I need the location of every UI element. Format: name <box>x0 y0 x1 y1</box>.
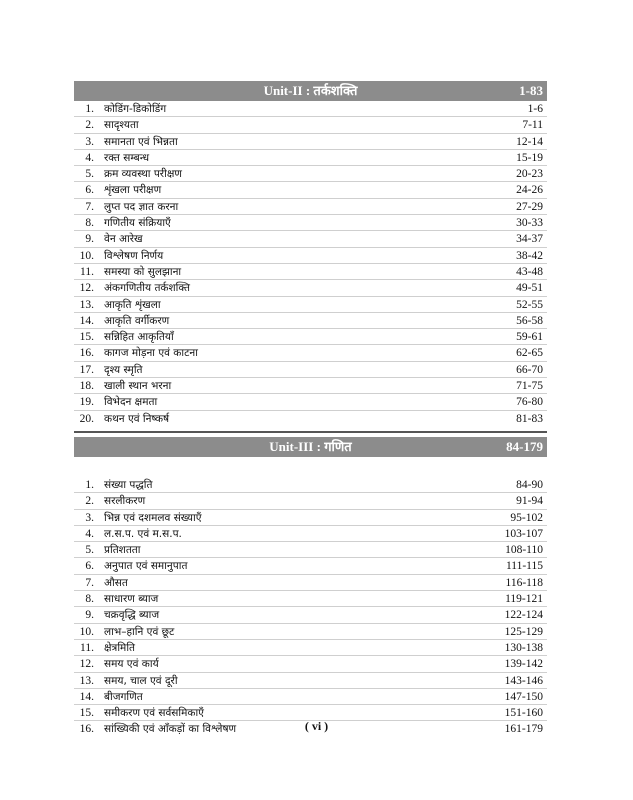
entry-number: 10. <box>79 249 94 262</box>
entry-number: 5. <box>85 544 94 557</box>
entry-number: 13. <box>79 674 94 687</box>
toc-entry <box>74 182 547 198</box>
entry-number: 11. <box>80 641 94 654</box>
entry-pages: 108-110 <box>505 544 543 557</box>
entry-pages: 151-160 <box>504 707 543 720</box>
entry-title: आकृति शृंखला <box>104 298 161 311</box>
toc-entry <box>74 656 547 672</box>
entry-pages: 7-11 <box>522 119 543 132</box>
entry-number: 19. <box>79 396 94 409</box>
entry-number: 6. <box>85 184 94 197</box>
entry-title: समानता एवं भिन्नता <box>104 135 178 148</box>
entry-pages: 130-138 <box>504 641 543 654</box>
toc-entry <box>74 215 547 231</box>
entry-number: 2. <box>85 495 94 508</box>
toc-entry <box>74 362 547 378</box>
toc-entry <box>74 280 547 296</box>
entry-pages: 15-19 <box>516 151 543 164</box>
entry-number: 9. <box>85 609 94 622</box>
entry-pages: 1-6 <box>527 103 543 115</box>
entry-pages: 147-150 <box>504 690 543 703</box>
entry-title: चक्रवृद्धि ब्याज <box>104 609 160 622</box>
entry-title: प्रतिशतता <box>104 544 141 557</box>
entry-number: 9. <box>85 233 94 246</box>
toc-entry <box>74 624 547 640</box>
entry-pages: 43-48 <box>516 265 543 278</box>
toc-entry <box>74 345 547 361</box>
entry-number: 14. <box>79 314 94 327</box>
unit-page-range: 1-83 <box>519 83 543 98</box>
toc-entry <box>74 673 547 689</box>
entry-title: सादृश्यता <box>104 119 139 132</box>
toc-entry <box>74 150 547 166</box>
toc-entry <box>74 166 547 182</box>
toc-entry <box>74 542 547 558</box>
toc-entry <box>74 231 547 247</box>
entry-number: 5. <box>85 168 94 181</box>
entry-title: लाभ–हानि एवं छूट <box>104 625 175 638</box>
toc-entry <box>74 640 547 656</box>
toc-entry <box>74 526 547 542</box>
entry-pages: 52-55 <box>516 298 543 311</box>
entry-title: समीकरण एवं सर्वसमिकाएँ <box>104 707 204 720</box>
entry-number: 13. <box>79 298 94 311</box>
entry-title: औसत <box>104 576 128 589</box>
unit-header <box>74 437 547 457</box>
entry-pages: 38-42 <box>516 249 543 262</box>
toc-entry <box>74 117 547 133</box>
entry-title: समस्या को सुलझाना <box>104 265 182 278</box>
entry-title: शृंखला परीक्षण <box>104 184 162 197</box>
unit-title: Unit-II : तर्कशक्ति <box>263 83 358 98</box>
toc-entry <box>74 510 547 526</box>
entry-title: क्षेत्रमिति <box>104 641 136 654</box>
entry-pages: 111-115 <box>505 560 543 573</box>
entry-pages: 59-61 <box>516 331 543 344</box>
unit-ii-section <box>74 81 547 427</box>
entry-pages: 27-29 <box>516 200 543 213</box>
entry-pages: 125-129 <box>504 625 543 638</box>
entry-number: 11. <box>80 265 94 278</box>
unit-header <box>74 81 547 101</box>
entry-pages: 34-37 <box>516 233 543 246</box>
entry-pages: 30-33 <box>516 217 543 230</box>
entry-title: विश्लेषण निर्णय <box>104 249 164 262</box>
entry-title: संख्या पद्धति <box>104 479 153 491</box>
entry-number: 2. <box>85 119 94 132</box>
toc-entry <box>74 477 547 493</box>
entry-pages: 12-14 <box>516 135 543 148</box>
entry-number: 4. <box>85 527 94 540</box>
section-divider <box>74 431 547 433</box>
entry-title: विभेदन क्षमता <box>104 396 158 409</box>
entry-title: कथन एवं निष्कर्ष <box>104 412 170 425</box>
entry-pages: 119-121 <box>505 593 543 606</box>
entry-title: वेन आरेख <box>104 233 143 246</box>
entry-title: खाली स्थान भरना <box>104 380 172 393</box>
toc-entry <box>74 248 547 264</box>
entry-list <box>74 101 547 427</box>
entry-title: दृश्य स्मृति <box>104 363 143 376</box>
entry-title: कोडिंग-डिकोडिंग <box>104 103 167 115</box>
entry-pages: 49-51 <box>516 282 543 295</box>
entry-pages: 91-94 <box>516 495 543 508</box>
toc-entry <box>74 394 547 410</box>
entry-number: 16. <box>79 723 94 736</box>
entry-pages: 95-102 <box>510 511 543 524</box>
entry-number: 8. <box>85 593 94 606</box>
entry-number: 15. <box>79 707 94 720</box>
toc-entry <box>74 101 547 117</box>
entry-pages: 143-146 <box>504 674 543 687</box>
entry-title: बीजगणित <box>104 690 143 703</box>
entry-pages: 56-58 <box>516 314 543 327</box>
entry-number: 1. <box>85 103 94 115</box>
page-number: ( vi ) <box>304 719 329 733</box>
toc-entry <box>74 199 547 215</box>
entry-title: समय एवं कार्य <box>104 658 159 671</box>
entry-pages: 84-90 <box>516 479 543 491</box>
toc-entry <box>74 607 547 623</box>
entry-number: 3. <box>85 511 94 524</box>
toc-entry <box>74 134 547 150</box>
entry-pages: 103-107 <box>504 527 543 540</box>
entry-number: 20. <box>79 412 94 425</box>
entry-title: कागज मोड़ना एवं काटना <box>104 347 198 360</box>
entry-title: क्रम व्यवस्था परीक्षण <box>104 168 182 181</box>
entry-pages: 71-75 <box>516 380 543 393</box>
entry-pages: 81-83 <box>516 412 543 425</box>
entry-title: सांख्यिकी एवं आँकड़ों का विश्लेषण <box>104 723 237 736</box>
entry-title: साधारण ब्याज <box>104 593 159 606</box>
toc-entry <box>74 689 547 705</box>
entry-pages: 76-80 <box>516 396 543 409</box>
entry-title: भिन्न एवं दशमलव संख्याएँ <box>104 511 202 524</box>
entry-title: अनुपात एवं समानुपात <box>104 560 188 573</box>
entry-number: 1. <box>85 479 94 491</box>
entry-pages: 139-142 <box>504 658 543 671</box>
toc-entry <box>74 378 547 394</box>
unit-page-range: 84-179 <box>506 439 543 454</box>
entry-pages: 24-26 <box>516 184 543 197</box>
toc-entry <box>74 575 547 591</box>
entry-title: आकृति वर्गीकरण <box>104 314 170 327</box>
entry-number: 3. <box>85 135 94 148</box>
entry-pages: 20-23 <box>516 168 543 181</box>
toc-entry <box>74 591 547 607</box>
entry-title: अंकगणितीय तर्कशक्ति <box>104 282 190 295</box>
entry-title: सन्निहित आकृतियाँ <box>104 331 174 344</box>
entry-number: 17. <box>79 363 94 376</box>
unit-title: Unit-III : गणित <box>269 439 352 454</box>
entry-pages: 66-70 <box>516 363 543 376</box>
entry-number: 12. <box>79 282 94 295</box>
entry-title: ल.स.प. एवं म.स.प. <box>104 527 182 540</box>
entry-list <box>74 477 547 738</box>
entry-number: 16. <box>79 347 94 360</box>
entry-title: लुप्त पद ज्ञात करना <box>104 200 179 213</box>
entry-pages: 116-118 <box>505 576 543 589</box>
entry-number: 8. <box>85 217 94 230</box>
entry-title: रक्त सम्बन्ध <box>104 151 150 164</box>
toc-entry <box>74 558 547 574</box>
entry-title: समय, चाल एवं दूरी <box>104 674 178 687</box>
entry-title: गणितीय संक्रियाएँ <box>104 217 171 230</box>
entry-number: 7. <box>85 576 94 589</box>
entry-number: 12. <box>79 658 94 671</box>
entry-pages: 62-65 <box>516 347 543 360</box>
entry-number: 18. <box>79 380 94 393</box>
entry-number: 4. <box>85 151 94 164</box>
unit-iii-section <box>74 437 547 738</box>
entry-number: 6. <box>85 560 94 573</box>
toc-entry <box>74 329 547 345</box>
entry-pages: 122-124 <box>504 609 543 622</box>
entry-number: 7. <box>85 200 94 213</box>
toc-entry <box>74 493 547 509</box>
entry-number: 14. <box>79 690 94 703</box>
toc-entry <box>74 313 547 329</box>
entry-number: 15. <box>79 331 94 344</box>
toc-entry <box>74 297 547 313</box>
entry-pages: 161-179 <box>504 723 543 736</box>
entry-number: 10. <box>79 625 94 638</box>
toc-entry <box>74 264 547 280</box>
toc-entry <box>74 411 547 427</box>
entry-title: सरलीकरण <box>104 495 146 508</box>
